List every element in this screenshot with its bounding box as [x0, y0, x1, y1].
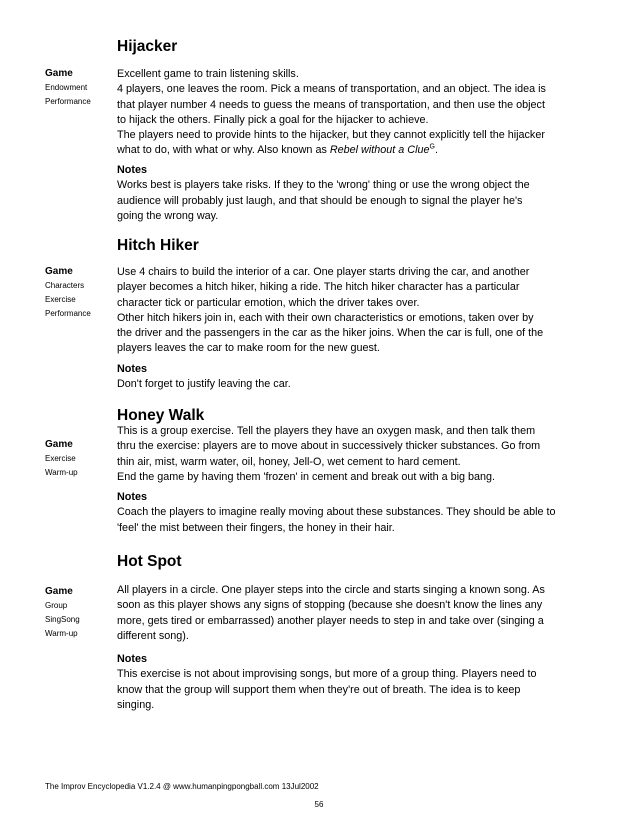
game-tag: Exercise	[45, 454, 76, 463]
notes-line: This exercise is not about improvising songs, but more of a group thing. Players need to	[117, 668, 537, 681]
glossary-marker: G	[429, 143, 435, 151]
game-tag: Exercise	[45, 295, 76, 304]
game-label: Game	[45, 586, 73, 597]
body-line: character tick or particular emotion, which the driver takes over.	[117, 296, 420, 309]
section-body-honey-walk	[117, 424, 587, 485]
section-body-hijacker	[117, 67, 587, 159]
body-line: the driver and the passengers in the car as the hiker joins. When the car is full, one of the	[117, 327, 544, 340]
notes-line: Works best is players take risks. If they to the 'wrong' thing or use the wrong object the	[117, 179, 530, 192]
body-line: to hijack the others. Finally pick a goal for the hijacker to achieve.	[117, 113, 429, 126]
notes-heading: Notes	[117, 164, 147, 176]
alias-title: Rebel without a Clue	[329, 144, 430, 157]
notes-line: singing.	[117, 698, 155, 711]
game-tag: Characters	[45, 281, 85, 290]
game-sidebar-hot-spot	[45, 585, 113, 641]
body-line: that player number 4 needs to guess the means of transportation, and then use the object	[117, 98, 545, 111]
section-notes-honey-walk	[117, 490, 587, 536]
body-line: thru the exercise: players are to move about in successively thicker substances. Go from	[117, 440, 541, 453]
section-title-hot-spot: Hot Spot	[117, 553, 182, 570]
section-notes-hitch-hiker	[117, 362, 587, 393]
body-line: Use 4 chairs to build the interior of a car. One player starts driving the car, and another	[117, 266, 530, 278]
body-line: End the game by having them 'frozen' in cement and break out with a big bang.	[117, 470, 496, 483]
game-tag: SingSong	[45, 615, 80, 624]
game-tag: Endowment	[45, 83, 88, 92]
notes-heading: Notes	[117, 363, 147, 375]
page-number: 56	[314, 800, 324, 809]
notes-line: Don't forget to justify leaving the car.	[117, 378, 291, 391]
notes-line: 'feel' the mist between their fingers, the honey in their hair.	[117, 521, 395, 534]
game-label: Game	[45, 439, 73, 450]
section-title-hijacker: Hijacker	[117, 38, 178, 55]
body-line: thin air, mist, warm water, oil, honey, Jell-O, wet cement to hard cement.	[117, 455, 461, 468]
body-line: 4 players, one leaves the room. Pick a means of transportation, and an object. The idea is	[117, 83, 546, 96]
section-body-hot-spot	[117, 583, 587, 644]
body-line: different song).	[117, 629, 189, 642]
notes-heading: Notes	[117, 491, 147, 503]
body-line: Excellent game to train listening skills.	[117, 68, 299, 80]
game-label: Game	[45, 266, 73, 277]
body-line: Other hitch hikers join in, each with their own characteristics or emotions, taken over by	[117, 311, 534, 324]
notes-line: audience will probably just laugh, and that should be enough to signal the player he's	[117, 194, 523, 207]
game-label: Game	[45, 68, 73, 79]
section-title-honey-walk: Honey Walk	[117, 407, 205, 424]
section-title-hitch-hiker: Hitch Hiker	[117, 237, 199, 254]
game-sidebar-hijacker	[45, 67, 113, 109]
notes-line: Coach the players to imagine really moving about these substances. They should be able to	[117, 506, 556, 519]
section-notes-hijacker	[117, 163, 587, 224]
notes-line: going the wrong way.	[117, 209, 219, 222]
body-line: All players in a circle. One player steps into the circle and starts singing a known song. As	[117, 584, 545, 596]
game-sidebar-hitch-hiker	[45, 265, 113, 321]
page-footer: The Improv Encyclopedia V1.2.4 @ www.humanpingpongball.com 13Jul2002	[45, 782, 319, 791]
body-line: what to do, with what or why. Also known as Rebel without a Clue$^G$.	[117, 143, 438, 157]
game-tag: Warm-up	[45, 468, 78, 477]
game-tag: Performance	[45, 309, 91, 318]
notes-heading: Notes	[117, 653, 147, 665]
body-line: soon as this player shows any signs of stopping (because she doesn't know the lines any	[117, 599, 543, 612]
game-sidebar-honey-walk	[45, 438, 113, 480]
game-tag: Group	[45, 601, 68, 610]
section-body-hitch-hiker	[117, 265, 587, 357]
game-tag: Warm-up	[45, 629, 78, 638]
section-notes-hot-spot	[117, 652, 587, 713]
game-tag: Performance	[45, 97, 91, 106]
body-line: player becomes a hitch hiker, hiking a ride. The hitch hiker character has a particular	[117, 281, 520, 294]
body-line: This is a group exercise. Tell the players they have an oxygen mask, and then talk them	[117, 425, 536, 437]
body-line: The players need to provide hints to the hijacker, but they cannot explicitly tell the hijacker	[117, 129, 545, 142]
notes-line: know that the group will support them when they're out of breath. The idea is to keep	[117, 683, 521, 696]
body-line: players leaves the car to make room for the new guest.	[117, 342, 380, 355]
body-line: more, gets tired or embarrassed) another player needs to step in and take over (singing a	[117, 614, 544, 627]
